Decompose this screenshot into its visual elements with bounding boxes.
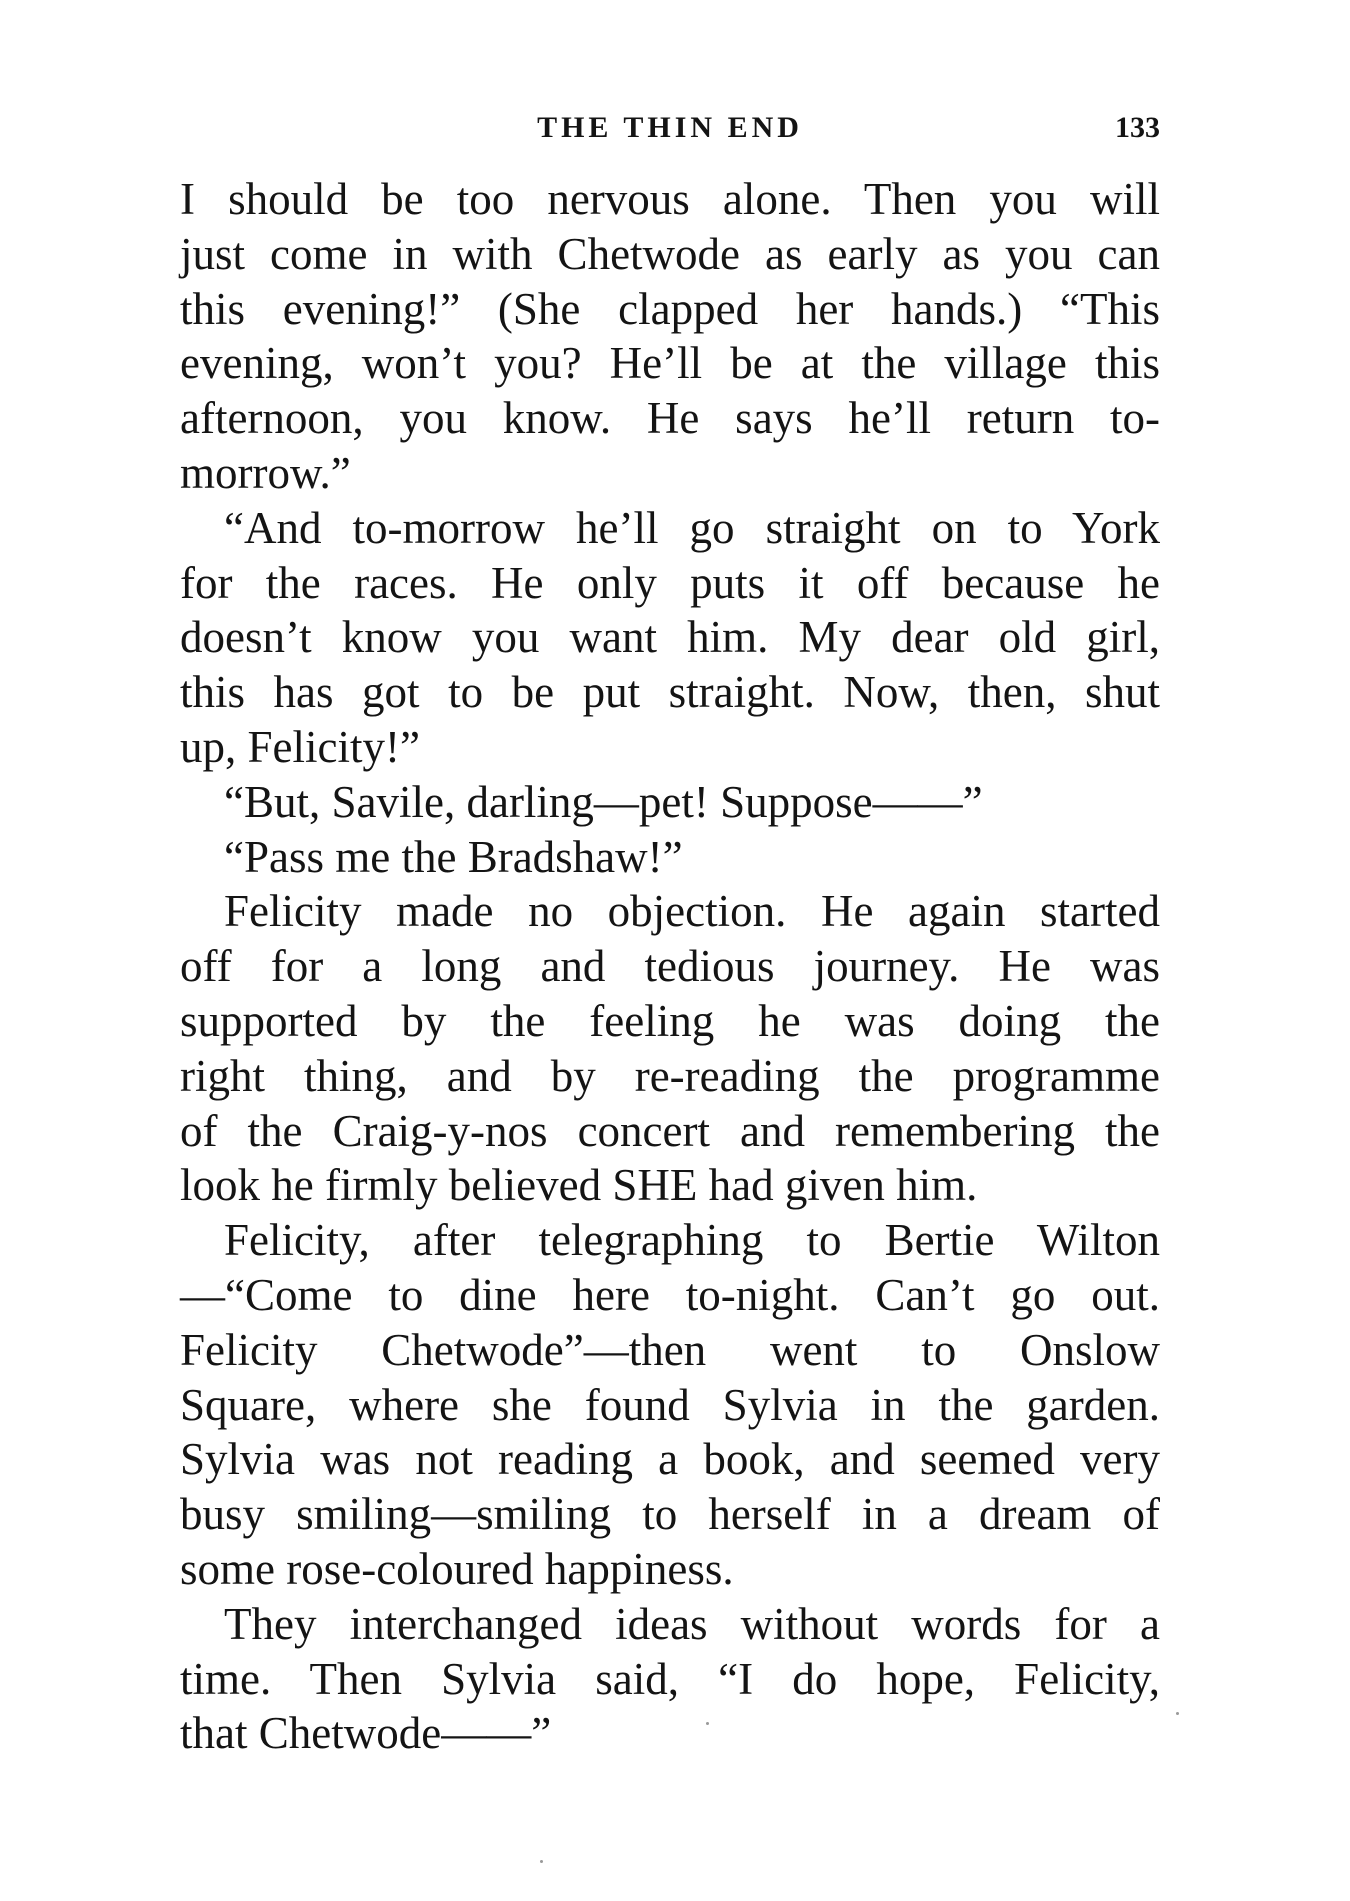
text-line: —“Come to dine here to-night. Can’t go out. <box>180 1269 1160 1320</box>
text-line: Sylvia was not reading a book, and seemed very <box>180 1434 1160 1485</box>
text-line: Felicity, after telegraphing to Bertie Wilton <box>224 1215 1160 1266</box>
paragraph <box>180 884 1160 1213</box>
text-line: look he firmly believed SHE had given him. <box>180 1160 978 1211</box>
paragraph <box>180 1213 1160 1597</box>
text-line: this has got to be put straight. Now, then, shut <box>180 667 1160 718</box>
text-line: afternoon, you know. He says he’ll return to- <box>180 393 1160 444</box>
text-line: busy smiling—smiling to herself in a dream of <box>180 1489 1160 1540</box>
text-line: of the Craig-y-nos concert and remembering the <box>180 1105 1160 1156</box>
running-title: THE THIN END <box>537 111 803 144</box>
paragraph <box>180 501 1160 775</box>
text-line: Square, where she found Sylvia in the garden. <box>180 1379 1160 1430</box>
text-line: just come in with Chetwode as early as you can <box>180 228 1160 279</box>
text-line: Felicity Chetwode”—then went to Onslow <box>180 1324 1160 1375</box>
text-line: off for a long and tedious journey. He was <box>180 941 1160 992</box>
paragraph <box>180 830 1160 885</box>
text-line: Felicity made no objection. He again started <box>224 886 1160 937</box>
text-line: “Pass me the Bradshaw!” <box>224 831 683 882</box>
running-head <box>180 104 1160 152</box>
text-line: right thing, and by re-reading the programme <box>180 1050 1160 1101</box>
text-line: morrow.” <box>180 447 351 498</box>
speck-mark <box>706 1722 709 1725</box>
body-text <box>180 172 1160 1761</box>
text-line: “But, Savile, darling—pet! Suppose——” <box>224 776 983 827</box>
text-line: “And to-morrow he’ll go straight on to York <box>224 502 1160 553</box>
paragraph <box>180 172 1160 501</box>
text-line: for the races. He only puts it off because he <box>180 557 1160 608</box>
paragraph <box>180 1597 1160 1761</box>
text-line: that Chetwode——” <box>180 1708 552 1759</box>
text-line: supported by the feeling he was doing the <box>180 995 1160 1046</box>
paragraph <box>180 775 1160 830</box>
text-line: evening, won’t you? He’ll be at the village this <box>180 338 1160 389</box>
text-line: time. Then Sylvia said, “I do hope, Felicity, <box>180 1653 1160 1704</box>
text-line: this evening!” (She clapped her hands.) “This <box>180 283 1160 334</box>
text-line: some rose-coloured happiness. <box>180 1543 734 1594</box>
text-line: up, Felicity!” <box>180 721 420 772</box>
speck-mark <box>540 1860 543 1863</box>
text-line: They interchanged ideas without words for a <box>224 1598 1160 1649</box>
text-line: doesn’t know you want him. My dear old girl, <box>180 612 1160 663</box>
speck-mark <box>1176 1712 1179 1715</box>
page-number: 133 <box>1115 111 1160 144</box>
text-line: I should be too nervous alone. Then you will <box>180 174 1160 224</box>
